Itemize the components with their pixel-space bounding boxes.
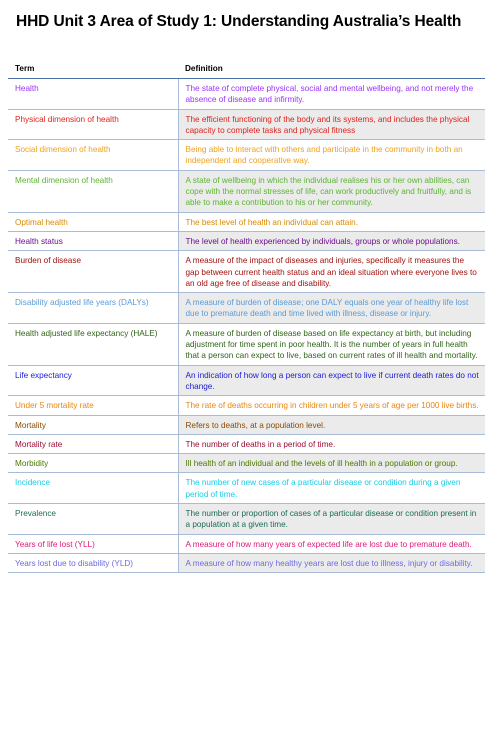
term-cell: Morbidity (8, 454, 178, 473)
term-cell: Burden of disease (8, 251, 178, 293)
definition-cell: A measure of burden of disease; one DALY equals one year of healthy life lost due to premature death and time lived with illness, disease or injury. (178, 293, 485, 324)
table-row (8, 293, 485, 324)
definition-cell: The level of health experienced by individuals, groups or whole populations. (178, 231, 485, 250)
definition-cell: The best level of health an individual can attain. (178, 212, 485, 231)
table-row (8, 396, 485, 415)
table-row (8, 473, 485, 504)
table-row (8, 140, 485, 171)
glossary-body (8, 79, 485, 573)
term-cell: Health status (8, 231, 178, 250)
term-cell: Mortality rate (8, 434, 178, 453)
definition-cell: The number or proportion of cases of a particular disease or condition present in a population at a given time. (178, 504, 485, 535)
table-row (8, 534, 485, 553)
term-cell: Years of life lost (YLL) (8, 534, 178, 553)
table-row (8, 231, 485, 250)
table-row (8, 251, 485, 293)
definition-cell: The state of complete physical, social and mental wellbeing, and not merely the absence of disease and infirmity. (178, 79, 485, 110)
table-row (8, 323, 485, 365)
definition-cell: A measure of how many years of expected life are lost due to premature death. (178, 534, 485, 553)
definition-cell: A state of wellbeing in which the individual realises his or her own abilities, can cope with the normal stresses of life, can work productively and fruitfully, and is able to make a contribution to his or her community. (178, 170, 485, 212)
table-row (8, 415, 485, 434)
table-row (8, 170, 485, 212)
table-row (8, 553, 485, 572)
table-row (8, 434, 485, 453)
definition-cell: The rate of deaths occurring in children under 5 years of age per 1000 live births. (178, 396, 485, 415)
term-cell: Mental dimension of health (8, 170, 178, 212)
definition-cell: A measure of how many healthy years are lost due to illness, injury or disability. (178, 553, 485, 572)
table-row (8, 212, 485, 231)
definition-cell: The number of new cases of a particular disease or condition during a given period of time. (178, 473, 485, 504)
term-cell: Optimal health (8, 212, 178, 231)
glossary-table (8, 60, 485, 573)
definition-cell: Being able to interact with others and participate in the community in both an independent and cooperative way. (178, 140, 485, 171)
table-row (8, 365, 485, 396)
table-header-row (8, 60, 485, 79)
page-title: HHD Unit 3 Area of Study 1: Understanding Australia’s Health (16, 13, 462, 30)
term-cell: Mortality (8, 415, 178, 434)
term-column-header: Term (8, 60, 178, 79)
definition-cell: The number of deaths in a period of time. (178, 434, 485, 453)
term-cell: Health adjusted life expectancy (HALE) (8, 323, 178, 365)
term-cell: Physical dimension of health (8, 109, 178, 140)
table-row (8, 109, 485, 140)
definition-column-header: Definition (178, 60, 485, 79)
table-row (8, 454, 485, 473)
term-cell: Prevalence (8, 504, 178, 535)
definition-cell: An indication of how long a person can expect to live if current death rates do not change. (178, 365, 485, 396)
term-cell: Years lost due to disability (YLD) (8, 553, 178, 572)
term-cell: Life expectancy (8, 365, 178, 396)
definition-cell: Ill health of an individual and the levels of ill health in a population or group. (178, 454, 485, 473)
term-cell: Disability adjusted life years (DALYs) (8, 293, 178, 324)
definition-cell: A measure of burden of disease based on life expectancy at birth, but including adjustment for time spent in poor health. It is the number of years in full health that a person can expect to live, based on current rates of ill health and mortality. (178, 323, 485, 365)
term-cell: Social dimension of health (8, 140, 178, 171)
definition-cell: The efficient functioning of the body and its systems, and includes the physical capacity to complete tasks and physical fitness (178, 109, 485, 140)
term-cell: Incidence (8, 473, 178, 504)
term-cell: Health (8, 79, 178, 110)
term-cell: Under 5 mortality rate (8, 396, 178, 415)
definition-cell: A measure of the impact of diseases and injuries, specifically it measures the gap between current health status and an ideal situation where everyone lives to an old age free of disease and disability. (178, 251, 485, 293)
table-row (8, 504, 485, 535)
table-row (8, 79, 485, 110)
definition-cell: Refers to deaths, at a population level. (178, 415, 485, 434)
